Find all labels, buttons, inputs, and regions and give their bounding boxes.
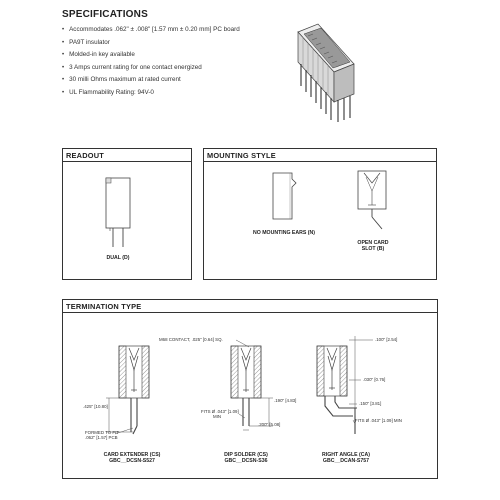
open-card-slot-caption	[348, 240, 398, 253]
spec-item: • Accommodates .062" ± .008" [1.57 mm ± 0.20 mm] PC board	[62, 24, 292, 37]
right-angle-part: GBC__DCAN-S757	[322, 458, 370, 465]
connector-product-image	[292, 24, 382, 134]
right-angle-caption	[311, 452, 381, 465]
right-angle-dim-lines	[63, 300, 439, 480]
mounting-style-panel	[203, 148, 437, 280]
right-angle-mid-dim: .030" [0.76]	[363, 377, 386, 382]
dip-solder-fits-line2: MIN	[213, 414, 222, 420]
spec-item: • Molded-in key available	[62, 49, 292, 62]
dip-solder-name: DIP SOLDER (CS)	[224, 452, 268, 458]
dip-solder-fits-line1: FITS Ø .043" [1.09]	[201, 409, 239, 414]
mounting-style-title: MOUNTING STYLE	[204, 149, 436, 162]
spec-item: • PA9T insulator	[62, 37, 292, 50]
right-angle-name: RIGHT ANGLE (CA)	[322, 452, 370, 458]
card-extender-formed-line2: .062" [1.57] PCB	[85, 435, 118, 441]
card-extender-part: GBC__DCSN-S527	[109, 458, 155, 465]
spec-item: • 3 Amps current rating for one contact energized	[62, 62, 292, 75]
right-angle-fits-hole: FITS Ø .043" [1.09] MIN	[355, 418, 402, 423]
spec-item: • 30 milli Ohms maximum at rated current	[62, 74, 292, 87]
readout-title: READOUT	[63, 149, 191, 162]
card-extender-formed-line1: FORMED TO FIT	[85, 430, 119, 435]
open-card-slot-drawing	[356, 169, 390, 235]
right-angle-leg-dim: .150" [3.81]	[359, 401, 382, 406]
readout-panel	[62, 148, 192, 280]
no-mounting-ears-caption: NO MOUNTING EARS (N)	[253, 230, 315, 236]
termination-type-panel	[62, 299, 438, 479]
dual-readout-drawing	[101, 175, 141, 255]
open-card-slot-caption-line1: OPEN CARD	[357, 240, 389, 246]
specifications-title: SPECIFICATIONS	[62, 9, 148, 20]
spec-item: • UL Flammability Rating: 94V-0	[62, 87, 292, 100]
contact-note: M68 CONTACT, .025" [0.64] SQ.	[159, 337, 223, 342]
no-mounting-ears-drawing	[272, 171, 298, 221]
card-extender-length-dim: .425" [10.80]	[83, 404, 108, 409]
dip-solder-tail-dim: .190" [4.83]	[274, 398, 297, 403]
dip-solder-spacing-dim: .200" [5.08]	[258, 422, 281, 427]
specifications-list	[62, 24, 292, 100]
card-extender-name: CARD EXTENDER (CS)	[103, 452, 161, 458]
dip-solder-part: GBC__DCSN-S36	[224, 458, 268, 465]
termination-type-title: TERMINATION TYPE	[63, 300, 437, 313]
readout-caption: DUAL (D)	[106, 255, 130, 261]
open-card-slot-caption-line2: SLOT (B)	[361, 246, 385, 253]
right-angle-top-dim: .100" [2.54]	[375, 337, 398, 342]
